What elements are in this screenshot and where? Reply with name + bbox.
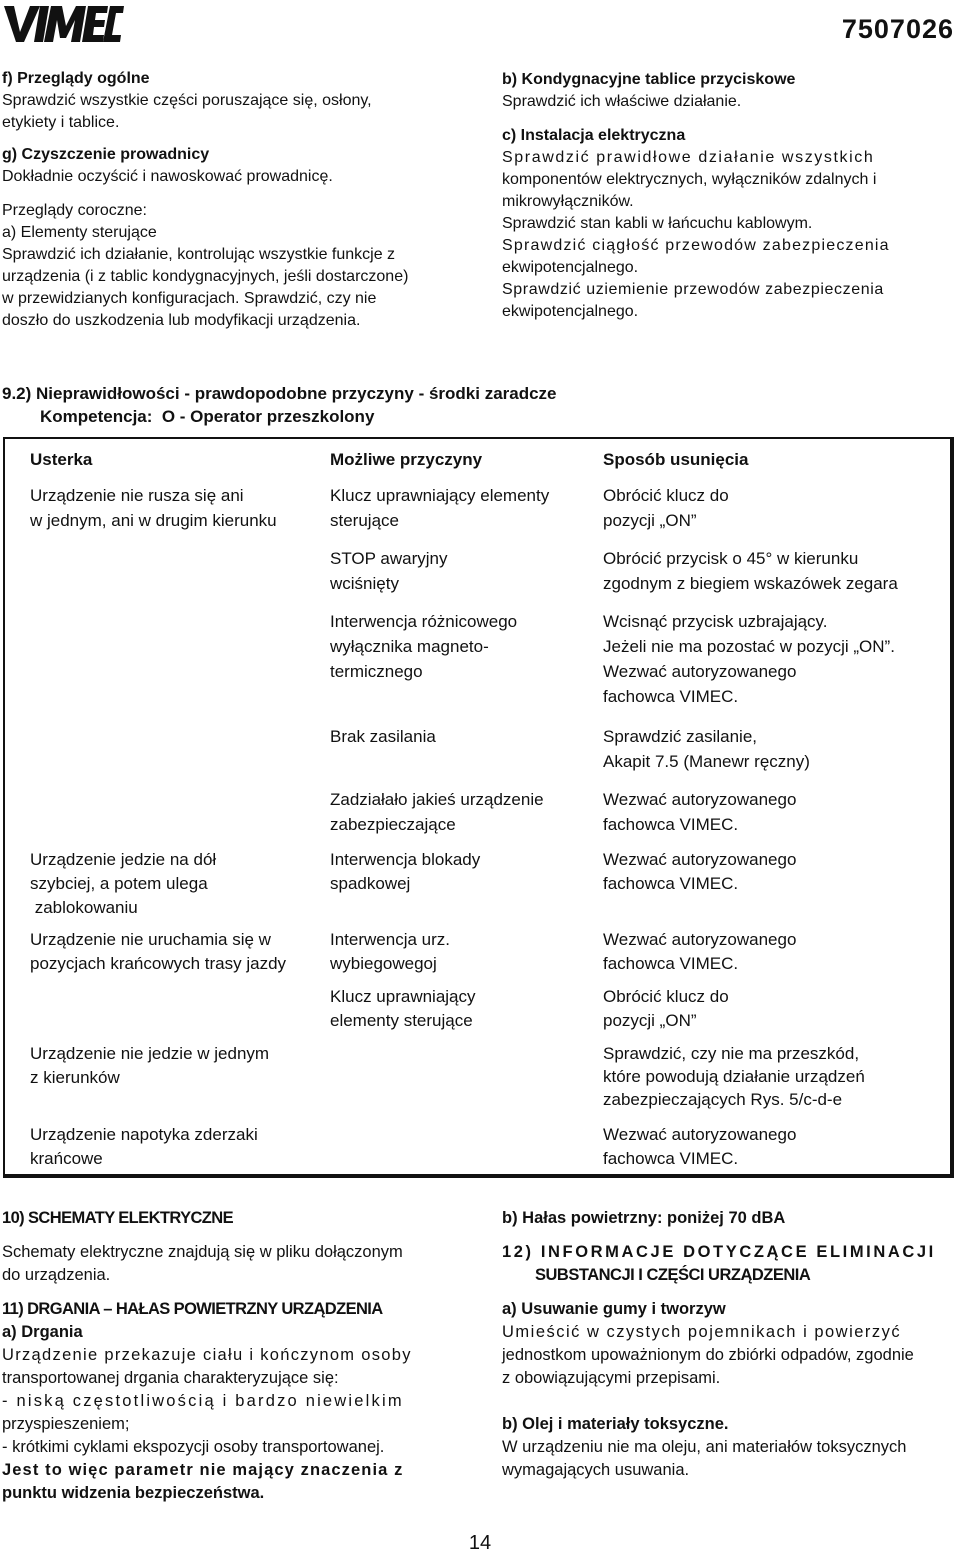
cause-cell — [330, 483, 549, 533]
remedy-line: Wezwać autoryzowanego — [603, 850, 797, 869]
remedy-line: zabezpieczających Rys. 5/c-d-e — [603, 1090, 843, 1109]
electrical-diagrams-text-2: do urządzenia. — [2, 1266, 111, 1284]
fault-line: z kierunków — [30, 1068, 120, 1087]
remedy-line: fachowca VIMEC. — [603, 954, 739, 973]
fault-cell — [30, 1123, 258, 1171]
control-elements-text-3: w przewidzianych konfiguracjach. Sprawdzić, czy nie — [2, 290, 377, 307]
control-elements-text-2: urządzenia (i z tablic kondygnacyjnych, jeśli dostarczone) — [2, 268, 409, 285]
remedy-cell — [603, 724, 810, 774]
general-inspection-text-2: etykiety i tablice. — [2, 114, 120, 131]
page-number: 14 — [468, 1532, 492, 1554]
cause-line: Interwencja różnicowego — [330, 612, 518, 631]
guide-cleaning-text: Dokładnie oczyścić i nawoskować prowadnicę. — [2, 168, 333, 185]
fault-line: krańcowe — [30, 1149, 103, 1168]
fault-cell — [30, 483, 277, 533]
cause-cell — [330, 928, 450, 976]
remedy-line: Jeżeli nie ma pozostać w pozycji „ON”. — [603, 637, 895, 656]
guide-cleaning-heading: g) Czyszczenie prowadnicy — [2, 146, 210, 163]
vibration-noise-heading: 11) DRGANIA – HAŁAS POWIETRZNY URZĄDZENIA — [2, 1300, 383, 1318]
fault-cell — [30, 848, 216, 920]
remedy-line: Akapit 7.5 (Manewr ręczny) — [603, 752, 810, 771]
cause-line: sterujące — [330, 511, 399, 530]
electrical-text-1: Sprawdzić prawidłowe działanie wszystkich — [502, 149, 875, 166]
cause-cell — [330, 609, 517, 684]
remedy-line: Wezwać autoryzowanego — [603, 1125, 797, 1144]
vibration-heading: a) Drgania — [2, 1323, 83, 1341]
fault-cell — [30, 928, 286, 976]
remedy-line: Obrócić przycisk o 45° w kierunku — [603, 549, 859, 568]
remedy-line: Wezwać autoryzowanego — [603, 662, 797, 681]
remedy-cell — [603, 1123, 796, 1171]
cause-line: Brak zasilania — [330, 727, 436, 746]
fault-line: Urządzenie napotyka zderzaki — [30, 1125, 258, 1144]
floor-panels-heading: b) Kondygnacyjne tablice przyciskowe — [502, 71, 796, 88]
control-elements-heading: a) Elementy sterujące — [2, 224, 157, 241]
remedy-cell — [603, 787, 796, 837]
electrical-text-4: Sprawdzić stan kabli w łańcuchu kablowym. — [502, 215, 813, 232]
cause-cell — [330, 787, 544, 837]
remedy-line: Wcisnąć przycisk uzbrajający. — [603, 612, 828, 631]
remedy-line: Wezwać autoryzowanego — [603, 930, 797, 949]
remedy-line: pozycji „ON” — [603, 511, 697, 530]
cause-cell — [330, 546, 447, 596]
remedy-cell — [603, 483, 729, 533]
electrical-text-8: ekwipotencjalnego. — [502, 303, 639, 320]
rubber-plastic-text-2: jednostkom upoważnionym do zbiórki odpadów, zgodnie — [502, 1346, 914, 1364]
remedy-cell — [603, 848, 796, 896]
cause-cell — [330, 724, 436, 749]
cause-cell — [330, 848, 480, 896]
electrical-text-2: komponentów elektrycznych, wyłączników zdalnych i — [502, 171, 877, 188]
header-causes: Możliwe przyczyny — [330, 450, 483, 469]
oil-toxic-text-2: wymagających usuwania. — [502, 1461, 690, 1479]
cause-cell — [330, 985, 476, 1033]
electrical-text-7: Sprawdzić uziemienie przewodów zabezpieczenia — [502, 281, 884, 298]
cause-line: wybiegowegoj — [330, 954, 437, 973]
rubber-plastic-text-1: Umieścić w czystych pojemnikach i powierzyć — [502, 1323, 902, 1341]
annual-inspection-heading: Przeglądy coroczne: — [2, 202, 147, 219]
fault-line: szybciej, a potem ulega — [30, 874, 208, 893]
remedy-line: fachowca VIMEC. — [603, 815, 739, 834]
fault-line: w jednym, ani w drugim kierunku — [30, 511, 277, 530]
remedy-cell — [603, 546, 898, 596]
vibration-text-1: Urządzenie przekazuje ciału i kończynom osoby — [2, 1346, 412, 1364]
rubber-plastic-text-3: z obowiązującymi przepisami. — [502, 1369, 721, 1387]
fault-line: Urządzenie nie uruchamia się w — [30, 930, 271, 949]
disposal-heading-line-1: 12) INFORMACJE DOTYCZĄCE ELIMINACJI — [502, 1243, 936, 1261]
remedy-line: Obrócić klucz do — [603, 486, 729, 505]
electrical-diagrams-heading: 10) SCHEMATY ELEKTRYCZNE — [2, 1209, 233, 1227]
vibration-text-5: - krótkimi cyklami ekspozycji osoby transportowanej. — [2, 1438, 385, 1456]
cause-line: wciśnięty — [330, 574, 399, 593]
remedy-line: Obrócić klucz do — [603, 987, 729, 1006]
header-remedy: Sposób usunięcia — [603, 450, 749, 469]
electrical-heading: c) Instalacja elektryczna — [502, 127, 686, 144]
remedy-line: Wezwać autoryzowanego — [603, 790, 797, 809]
fault-line: Urządzenie nie jedzie w jednym — [30, 1044, 270, 1063]
cause-line: STOP awaryjny — [330, 549, 448, 568]
fault-cell — [30, 1042, 269, 1090]
section-9-2-title: 9.2) Nieprawidłowości - prawdopodobne przyczyny - środki zaradcze — [2, 384, 557, 403]
section-9-2-competence: Kompetencja: O - Operator przeszkolony — [40, 407, 375, 426]
remedy-line: Sprawdzić, czy nie ma przeszkód, — [603, 1044, 860, 1063]
control-elements-text-4: doszło do uszkodzenia lub modyfikacji urządzenia. — [2, 312, 361, 329]
fault-line: Urządzenie jedzie na dół — [30, 850, 217, 869]
floor-panels-text: Sprawdzić ich właściwe działanie. — [502, 93, 742, 110]
maintenance-right-column — [502, 69, 958, 323]
fault-line: Urządzenie nie rusza się ani — [30, 486, 244, 505]
cause-line: Interwencja blokady — [330, 850, 481, 869]
remedy-line: pozycji „ON” — [603, 1011, 697, 1030]
electrical-diagrams-text-1: Schematy elektryczne znajdują się w pliku dołączonym — [2, 1243, 403, 1261]
vibration-text-2: transportowanej drgania charakteryzujące się: — [2, 1369, 339, 1387]
cause-line: Klucz uprawniający elementy — [330, 486, 550, 505]
cause-line: wyłącznika magneto- — [330, 637, 489, 656]
cause-line: elementy sterujące — [330, 1011, 473, 1030]
oil-toxic-heading: b) Olej i materiały toksyczne. — [502, 1415, 729, 1433]
remedy-line: Sprawdzić zasilanie, — [603, 727, 758, 746]
electrical-text-6: ekwipotencjalnego. — [502, 259, 639, 276]
fault-line: zablokowaniu — [30, 898, 138, 917]
cause-line: zabezpieczające — [330, 815, 456, 834]
remedy-line: fachowca VIMEC. — [603, 874, 739, 893]
remedy-cell — [603, 985, 729, 1033]
electrical-text-5: Sprawdzić ciągłość przewodów zabezpieczenia — [502, 237, 890, 254]
vibration-conclusion-1: Jest to więc parametr nie mający znaczenia z — [2, 1461, 404, 1479]
cause-line: Klucz uprawniający — [330, 987, 476, 1006]
bottom-left-column — [2, 1207, 460, 1505]
general-inspection-heading: f) Przeglądy ogólne — [2, 70, 150, 87]
vibration-conclusion-2: punktu widzenia bezpieczeństwa. — [2, 1484, 265, 1502]
remedy-line: fachowca VIMEC. — [603, 687, 739, 706]
airborne-noise-heading: b) Hałas powietrzny: poniżej 70 dBA — [502, 1209, 786, 1227]
disposal-heading-line-2: SUBSTANCJI I CZĘŚCI URZĄDZENIA — [535, 1266, 811, 1284]
header-fault: Usterka — [30, 450, 93, 469]
fault-line: pozycjach krańcowych trasy jazdy — [30, 954, 287, 973]
vimec-logo — [4, 4, 124, 44]
remedy-line: fachowca VIMEC. — [603, 1149, 739, 1168]
cause-line: Interwencja urz. — [330, 930, 450, 949]
oil-toxic-text-1: W urządzeniu nie ma oleju, ani materiałów toksycznych — [502, 1438, 907, 1456]
remedy-cell — [603, 1042, 865, 1111]
vibration-text-4: przyspieszeniem; — [2, 1415, 130, 1433]
bottom-right-column — [502, 1207, 958, 1482]
vibration-text-3: - niską częstotliwością i bardzo niewielkim — [2, 1392, 404, 1410]
remedy-cell — [603, 609, 895, 709]
cause-line: termicznego — [330, 662, 423, 681]
remedy-line: które powodują działanie urządzeń — [603, 1067, 865, 1086]
general-inspection-text-1: Sprawdzić wszystkie części poruszające się, osłony, — [2, 92, 372, 109]
cause-line: spadkowej — [330, 874, 411, 893]
remedy-line: zgodnym z biegiem wskazówek zegara — [603, 574, 898, 593]
rubber-plastic-heading: a) Usuwanie gumy i tworzyw — [502, 1300, 726, 1318]
electrical-text-3: mikrowyłączników. — [502, 193, 634, 210]
remedy-cell — [603, 928, 796, 976]
cause-line: Zadziałało jakieś urządzenie — [330, 790, 544, 809]
control-elements-text-1: Sprawdzić ich działanie, kontrolując wszystkie funkcje z — [2, 246, 396, 263]
maintenance-left-column — [2, 68, 460, 332]
document-number: 7507026 — [841, 14, 954, 44]
